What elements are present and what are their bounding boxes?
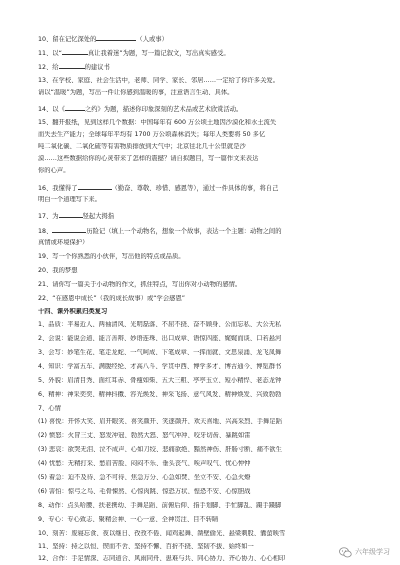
fill-blank	[59, 62, 85, 69]
topic-15-cont: 而失去生产能力；全球每年平均有 1700 万公顷森林消失；每年人类要将 50 多亿	[38, 131, 266, 138]
vocab-subitem: (5) 着急：迫不及待、急不可待、焦急万分、心急如焚、坐立不安、心急火燎	[38, 474, 251, 481]
vocab-item-9: 9、专心：专心致志、聚精会神、一心一意、全神贯注、目不转睛	[38, 516, 219, 523]
line-text: （人或事）	[136, 36, 168, 43]
vocab-subitem: (3) 悲哀：欲哭无泪、泣不成声、心如刀绞、悲痛欲绝、黯然神伤、肝肠寸断、痛不欲生	[38, 446, 282, 453]
topic-11	[38, 48, 376, 58]
line-text: （勤奋、尊敬、珍惜、感恩等），通过一件具体的事，将自己	[111, 185, 279, 192]
line-text: 17、为	[38, 213, 59, 220]
vocab-item-5: 5、外貌：眉清目秀、面红耳赤、骨瘦如柴、五大三粗、亭亭玉立、短小精悍、老态龙钟	[38, 377, 282, 384]
topic-10	[38, 34, 376, 44]
line-text: 10、留在记忆深处的	[38, 36, 97, 43]
topic-17	[38, 211, 376, 221]
fill-blank	[59, 211, 83, 218]
vocab-item-3: 3、会写：妙笔生花、笔走龙蛇、一气呵成、下笔成章、一挥而就、文思泉涌、龙飞凤舞	[38, 349, 282, 356]
topic-13-cont: 请以“温暖”为题，写出一件让你感到温暖的事，注意语言生动、具体。	[38, 89, 234, 96]
vocab-item-4: 4、知识：学富五车、满腹经纶、才高八斗、学贯中西、博学多才、博古通今、博览群书	[38, 363, 282, 370]
topic-15-cont: 漠……这些数据给你的心灵带来了怎样的震撼？请自拟题目，写一篇作文来表达	[38, 155, 259, 162]
topic-18-cont: 真情或环境保护）	[38, 239, 89, 246]
topic-21: 21、请你写一篇关于小动物的作文，抓住特点，写出你对小动物的感情。	[38, 281, 242, 288]
topic-20: 20、我的梦想	[38, 267, 78, 274]
fill-blank	[52, 226, 86, 233]
fill-blank	[96, 34, 136, 41]
topic-22: 22、“在感恩中成长”（我的成长故事）或“学会感恩”	[38, 295, 185, 302]
line-text: 16、我懂得了	[38, 185, 78, 192]
topic-18	[38, 226, 376, 236]
vocab-subitem: (1) 喜悦：开怀大笑、眉开眼笑、喜笑颜开、笑逐颜开、欢天喜地、兴高采烈、手舞足蹈	[38, 418, 282, 425]
vocab-subitem: (2) 愤怒：火冒三丈、怒发冲冠、勃然大怒、怒气冲冲、咬牙切齿、暴跳如雷	[38, 432, 251, 439]
watermark	[339, 545, 390, 559]
vocab-item-8: 8、动作：点头哈腰、扶老携幼、手舞足蹈、前俯后仰、指手划脚、手忙脚乱、蹑手蹑脚	[38, 502, 282, 509]
topic-15-cont: 吨二氧化碳、二氧化硫等有害物质排放到大气中；北京往北几十公里就是沙	[38, 143, 246, 150]
vocab-item-1: 1、品质：平易近人、两袖清风、光明磊落、不屈不挠、奋不顾身、公而忘私、大公无私	[38, 321, 282, 328]
line-text: 18、	[38, 228, 53, 235]
vocab-item-7: 7、心情	[38, 405, 61, 412]
line-text: 12、给	[38, 64, 59, 71]
topic-14	[38, 104, 376, 114]
topic-15-cont: 你的心声。	[38, 167, 70, 174]
vocab-item-2: 2、会说：能说会道、能言善辩、妙语连珠、出口成章、语惊四座、娓娓而谈、口若悬河	[38, 335, 282, 342]
section-heading: 十四、课外积累归类复习	[38, 308, 108, 315]
vocab-item-10: 10、刻苦：废寝忘食、夜以继日、孜孜不倦、闻鸡起舞、凿壁偷光、悬梁刺股、囊萤映雪	[38, 530, 286, 537]
fill-blank	[65, 104, 85, 111]
wechat-logo-icon	[339, 547, 352, 558]
line-text: 历险记（填上一个动物名，想象一个故事，表达一个主题：动物之间的	[86, 228, 282, 235]
line-text: 竖起大拇指	[82, 213, 115, 220]
line-text: 14、以《	[38, 106, 65, 113]
vocab-item-12: 12、合作：手足情深、志同道合、风雨同舟、患难与共、同心协力、齐心协力、心心相印	[38, 555, 286, 562]
topic-16	[38, 183, 376, 193]
topic-12	[38, 62, 376, 72]
fill-blank	[62, 48, 88, 55]
vocab-item-11: 11、坚持：持之以恒、锲而不舍、坚持不懈、百折不挠、坚韧不拔、始终如一	[38, 543, 254, 550]
fill-blank	[78, 183, 112, 190]
line-text: 的建议书	[84, 64, 110, 71]
topic-15: 15、翻开报纸，见到这样几个数据：中国每年有 600 万公顷土地因沙漠化和水土流失	[38, 119, 277, 126]
vocab-subitem: (6) 害怕：惊弓之鸟、毛骨悚然、心惊肉跳、惊恐万状、惶恐不安、心惊胆战	[38, 488, 251, 495]
watermark-text: 六年级学习	[355, 548, 390, 556]
line-text: 11、以“	[38, 50, 62, 57]
vocab-item-6: 6、精神：神采奕奕、精神抖擞、容光焕发、神采飞扬、意气风发、精神焕发、兴致勃勃	[38, 391, 282, 398]
topic-16-cont: 明白一个道理写下来。	[38, 196, 101, 203]
line-text: 之约》为题，描述你印象深刻的艺术品或艺术欣赏活动。	[84, 106, 243, 113]
topic-19: 19、写一个你熟悉的小伙伴，写出他的特点或品质。	[38, 253, 185, 260]
vocab-subitem: (4) 忧愁：无精打采、愁眉苦脸、闷闷不乐、垂头丧气、唉声叹气、忧心忡忡	[38, 460, 251, 467]
line-text: 真让我着迷”为题，写一篇记叙文，写出真实感受。	[87, 50, 230, 57]
topic-13: 13、在学校、家庭、社会生活中，老师、同学、家长、邻居……一定给了你许多关爱。	[38, 77, 279, 84]
